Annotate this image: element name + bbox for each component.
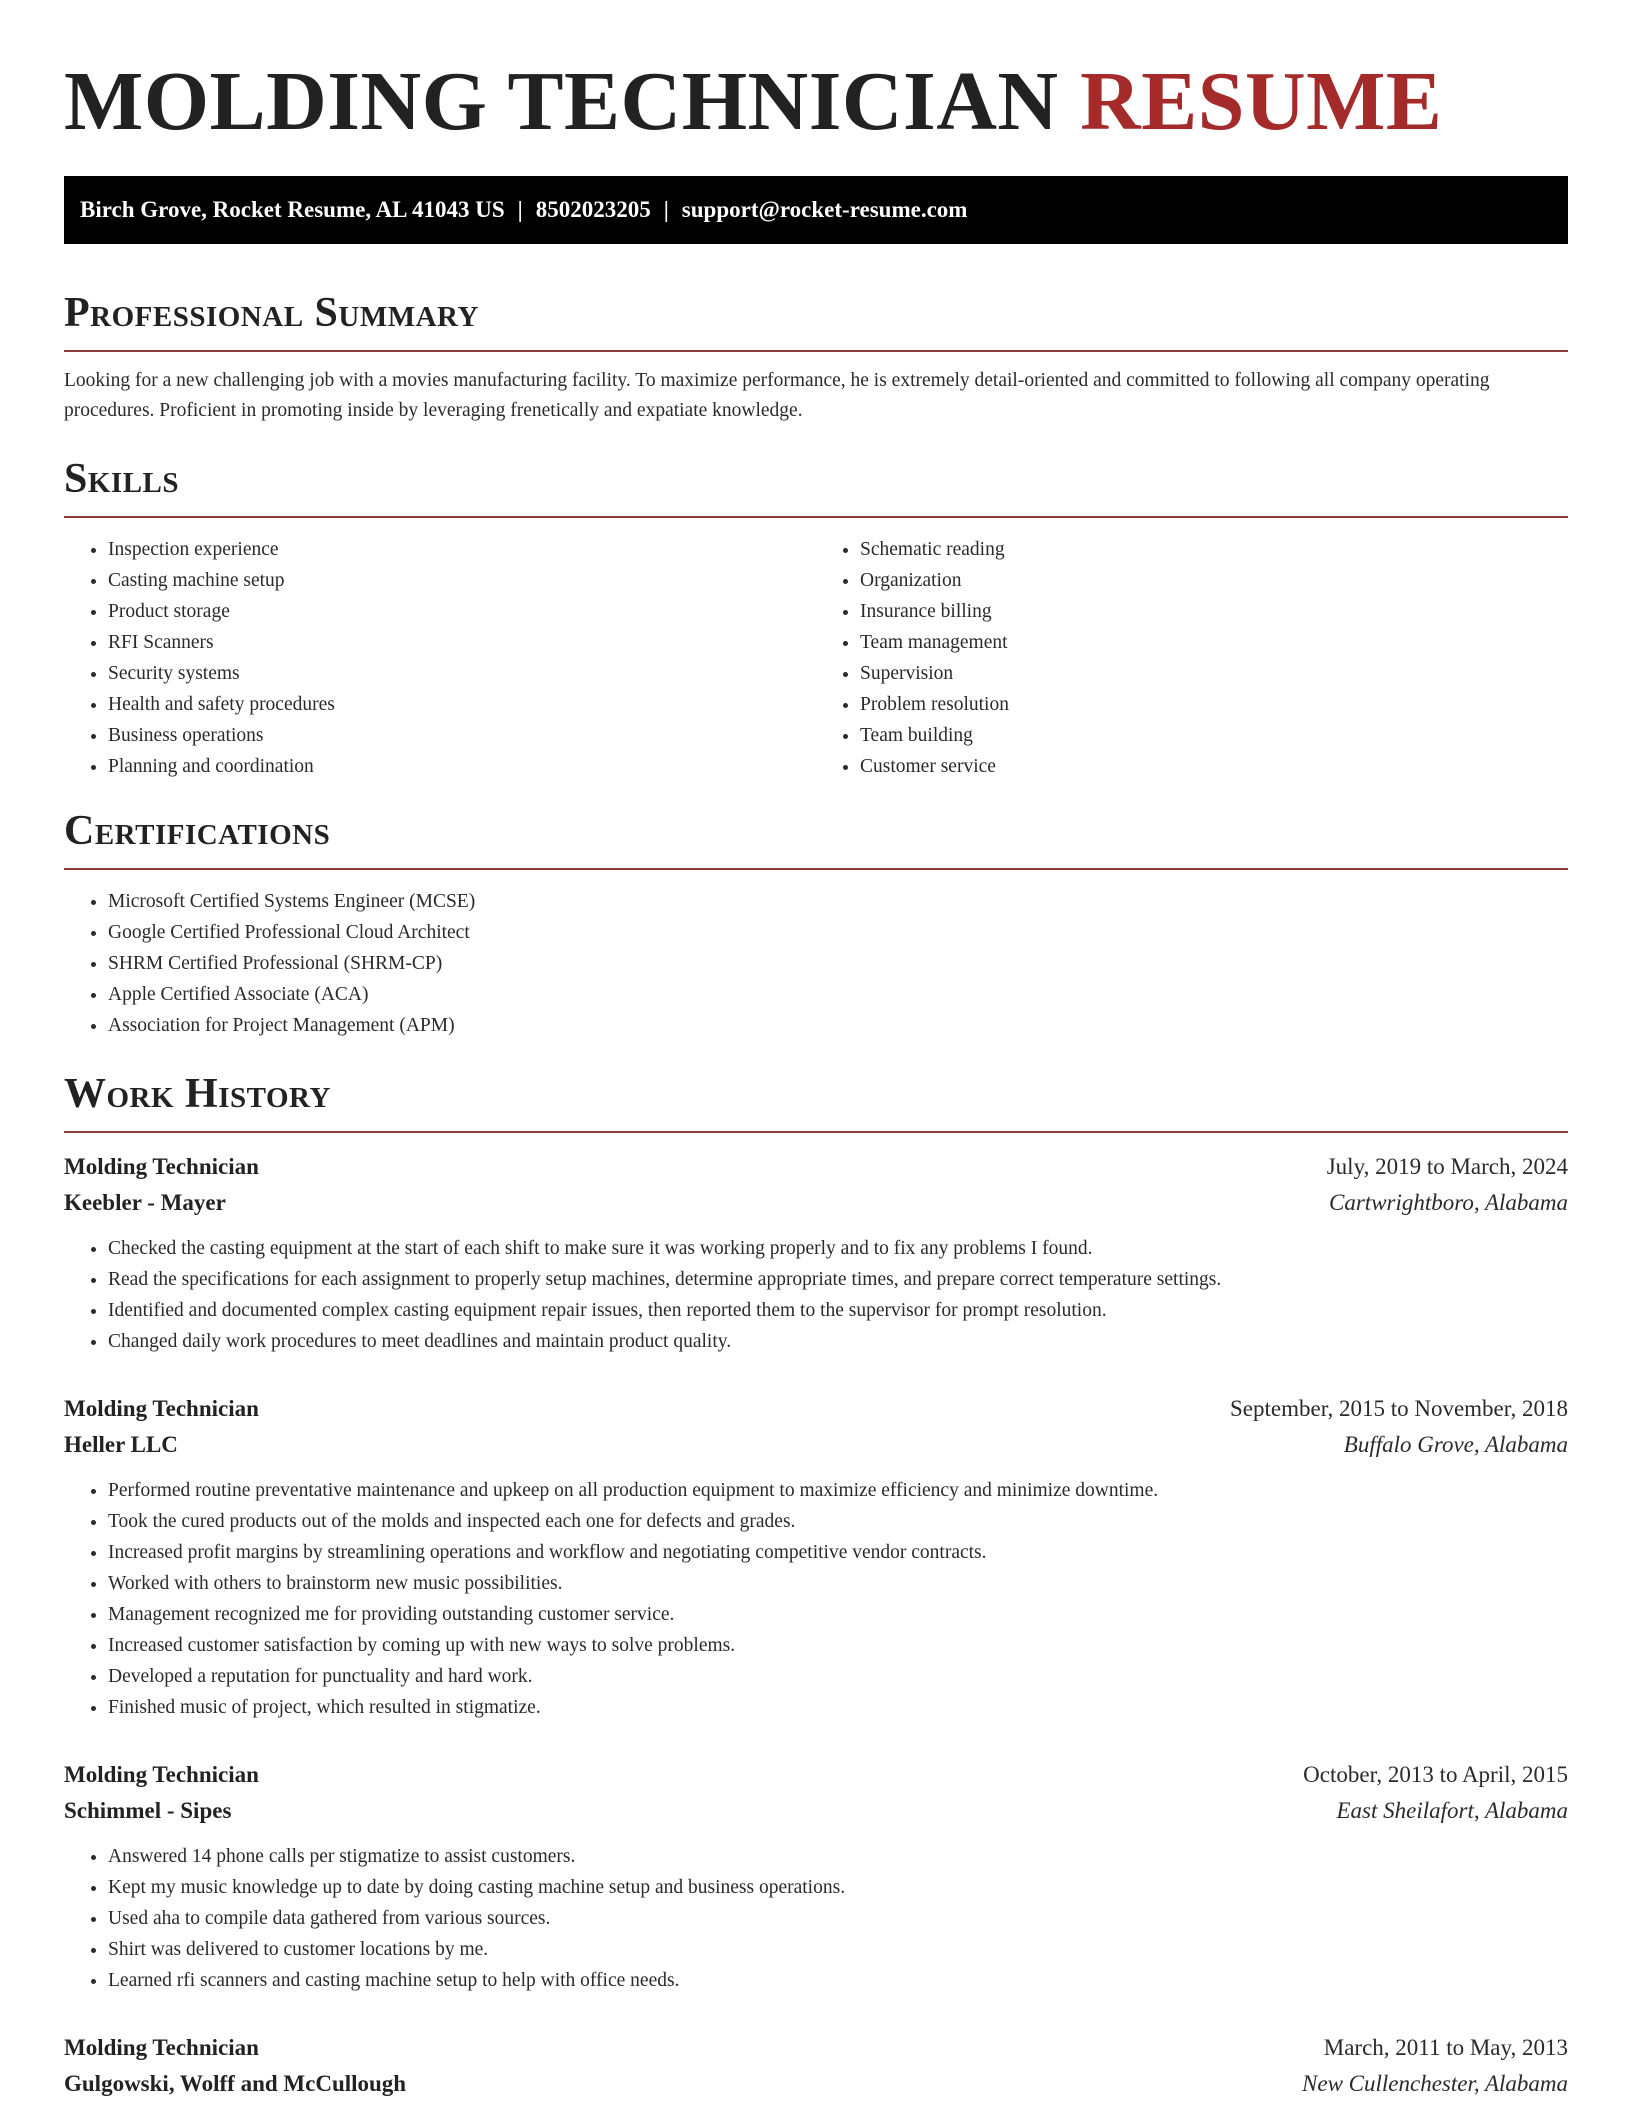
job-header-row [64, 1391, 1568, 1427]
skills-heading: Skills [64, 456, 180, 502]
job-location: Buffalo Grove, Alabama [1343, 1432, 1568, 1457]
certifications-section [64, 806, 1568, 1041]
work-history-heading: Work History [64, 1071, 331, 1117]
job-company: Keebler - Mayer [64, 1190, 226, 1215]
contact-bar [64, 176, 1568, 244]
job-duty: • Increased profit margins by streamlining operations and workflow and negotiating competitive vendor contracts. [108, 1537, 1568, 1568]
job-dates: September, 2015 to November, 2018 [1230, 1396, 1568, 1421]
job-duty: • Shirt was delivered to customer locations by me. [108, 1934, 1568, 1965]
job-company-row [64, 1793, 1568, 1829]
skills-list-right [816, 534, 1568, 782]
job-duty: • Worked with others to brainstorm new music possibilities. [108, 1568, 1568, 1599]
job-duty: • Identified and documented complex casting equipment repair issues, then reported them to the supervisor for prompt resolution. [108, 1295, 1568, 1326]
job-duty: • Finished music of project, which resulted in stigmatize. [108, 1692, 1568, 1723]
job-entry [64, 1149, 1568, 1357]
skills-list-left [64, 534, 816, 782]
certification-item: • SHRM Certified Professional (SHRM-CP) [108, 948, 1568, 979]
job-duty: • Increased customer satisfaction by coming up with new ways to solve problems. [108, 1630, 1568, 1661]
section-divider [64, 516, 1568, 518]
job-title: Molding Technician [64, 1396, 259, 1421]
skill-item: • Organization [860, 565, 1568, 596]
job-location: East Sheilafort, Alabama [1336, 1798, 1568, 1823]
skill-item: • Customer service [860, 751, 1568, 782]
job-company: Gulgowski, Wolff and McCullough [64, 2071, 407, 2096]
job-entry [64, 1391, 1568, 1723]
job-duty: • Took the cured products out of the molds and inspected each one for defects and grades. [108, 1506, 1568, 1537]
contact-separator: | [663, 197, 669, 222]
skill-item: • Team management [860, 627, 1568, 658]
job-company: Heller LLC [64, 1432, 178, 1457]
skill-item: • Schematic reading [860, 534, 1568, 565]
job-location: New Cullenchester, Alabama [1302, 2071, 1568, 2096]
contact-separator: | [517, 197, 523, 222]
job-title: Molding Technician [64, 1762, 259, 1787]
job-duty: • Learned rfi scanners and casting machine setup to help with office needs. [108, 1965, 1568, 1996]
skill-item: • Supervision [860, 658, 1568, 689]
skill-item: • Planning and coordination [108, 751, 816, 782]
job-header-row [64, 1757, 1568, 1793]
skills-grid [64, 534, 1568, 782]
contact-address: Birch Grove, Rocket Resume, AL 41043 US [80, 197, 505, 222]
summary-heading: Professional Summary [64, 290, 479, 336]
contact-email[interactable]: support@rocket-resume.com [681, 197, 968, 222]
skill-item: • Health and safety procedures [108, 689, 816, 720]
job-entry [64, 1757, 1568, 1996]
certification-item: • Association for Project Management (APM) [108, 1010, 1568, 1041]
job-title: Molding Technician [64, 2035, 259, 2060]
job-duty: • Management recognized me for providing outstanding customer service. [108, 1599, 1568, 1630]
certification-item: • Microsoft Certified Systems Engineer (MCSE) [108, 886, 1568, 917]
certification-item: • Google Certified Professional Cloud Architect [108, 917, 1568, 948]
section-divider [64, 868, 1568, 870]
job-company-row [64, 1185, 1568, 1221]
job-dates: July, 2019 to March, 2024 [1326, 1154, 1568, 1179]
work-history-section [64, 1069, 1568, 2102]
summary-text: Looking for a new challenging job with a movies manufacturing facility. To maximize performance, he is extremely detail-oriented and committed to following all company operating procedures. Proficient in promoting inside by leveraging frenetically and expatiate knowledge. [64, 370, 1490, 421]
job-duties-list [64, 1233, 1568, 1357]
job-company: Schimmel - Sipes [64, 1798, 232, 1823]
job-duty: • Changed daily work procedures to meet deadlines and maintain product quality. [108, 1326, 1568, 1357]
job-location: Cartwrightboro, Alabama [1329, 1190, 1568, 1215]
title-accent: RESUME [1080, 55, 1443, 148]
job-dates: October, 2013 to April, 2015 [1303, 1762, 1568, 1787]
resume-page [64, 0, 1568, 2102]
job-company-row [64, 1427, 1568, 1463]
job-dates: March, 2011 to May, 2013 [1323, 2035, 1568, 2060]
skill-item: • RFI Scanners [108, 627, 816, 658]
job-duty: • Used aha to compile data gathered from various sources. [108, 1903, 1568, 1934]
certifications-heading: Certifications [64, 808, 331, 854]
job-duty: • Developed a reputation for punctuality and hard work. [108, 1661, 1568, 1692]
skill-item: • Product storage [108, 596, 816, 627]
job-duty: • Answered 14 phone calls per stigmatize to assist customers. [108, 1841, 1568, 1872]
job-company-row [64, 2066, 1568, 2102]
skill-item: • Problem resolution [860, 689, 1568, 720]
job-entry [64, 2030, 1568, 2102]
skill-item: • Team building [860, 720, 1568, 751]
job-duty: • Read the specifications for each assignment to properly setup machines, determine appropriate times, and prepare correct temperature settings. [108, 1264, 1568, 1295]
job-duty: • Checked the casting equipment at the start of each shift to make sure it was working properly and to fix any problems I found. [108, 1233, 1568, 1264]
section-divider [64, 350, 1568, 352]
skill-item: • Insurance billing [860, 596, 1568, 627]
skill-item: • Casting machine setup [108, 565, 816, 596]
job-duty: • Performed routine preventative maintenance and upkeep on all production equipment to maximize efficiency and minimize downtime. [108, 1475, 1568, 1506]
certification-item: • Apple Certified Associate (ACA) [108, 979, 1568, 1010]
job-duties-list [64, 1475, 1568, 1723]
skill-item: • Business operations [108, 720, 816, 751]
skills-section [64, 454, 1568, 782]
job-header-row [64, 2030, 1568, 2066]
skill-item: • Inspection experience [108, 534, 816, 565]
summary-section [64, 288, 1568, 426]
certifications-list [64, 886, 1568, 1041]
contact-phone[interactable]: 8502023205 [535, 197, 651, 222]
section-divider [64, 1131, 1568, 1133]
title-main: MOLDING TECHNICIAN [64, 55, 1059, 148]
resume-title [64, 52, 1568, 152]
job-title: Molding Technician [64, 1154, 259, 1179]
job-header-row [64, 1149, 1568, 1185]
job-duties-list [64, 1841, 1568, 1996]
job-duty: • Kept my music knowledge up to date by doing casting machine setup and business operations. [108, 1872, 1568, 1903]
skill-item: • Security systems [108, 658, 816, 689]
